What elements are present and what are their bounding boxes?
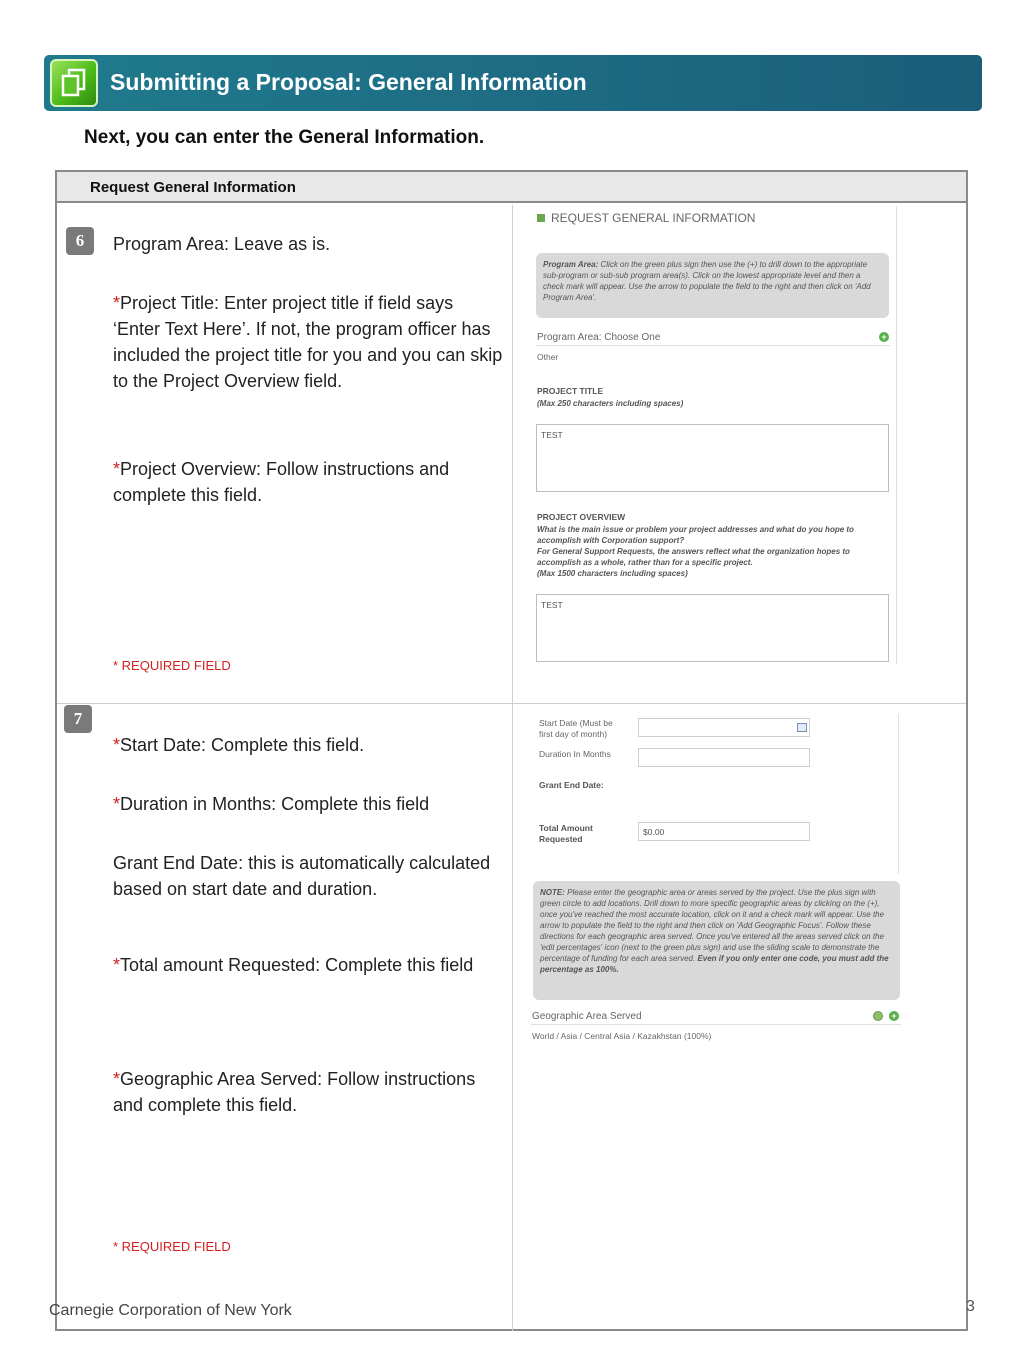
add-program-area-icon[interactable]: + <box>879 332 889 342</box>
document-copy-icon <box>50 59 98 107</box>
screenshot-border <box>898 714 899 874</box>
instruction-grant-end-date: Grant End Date: this is automatically calculated based on start date and duration. <box>113 853 491 899</box>
required-asterisk: * <box>113 955 121 975</box>
footer-organization: Carnegie Corporation of New York <box>49 1302 292 1319</box>
instruction-program-area: Program Area: Leave as is. <box>113 234 331 254</box>
divider <box>536 345 890 346</box>
geographic-area-label: Geographic Area Served <box>532 1011 642 1022</box>
add-geographic-area-icon[interactable]: + <box>889 1011 899 1021</box>
required-field-note: * REQUIRED FIELD <box>113 1239 231 1254</box>
program-area-help-note: Program Area: Click on the green plus sign then use the (+) to drill down to the appropriate sub-program or sub-sub program area(s). Click on the lowest appropriate level and then a check mark will appear. Use the arrow to populate the field to the right and then click on 'Add Program Area'. <box>536 253 889 318</box>
calendar-icon[interactable] <box>797 723 807 732</box>
project-overview-textarea[interactable]: TEST <box>536 594 889 662</box>
instruction-project-overview: *Project Overview: Follow instructions and complete this field. <box>113 459 450 505</box>
page-title: Submitting a Proposal: General Information <box>110 69 587 95</box>
column-divider <box>512 205 513 1331</box>
instruction-project-title: *Project Title: Enter project title if field says ‘Enter Text Here’. If not, the program officer has included the project title for you and you can skip to the Project Overview field. <box>113 293 503 391</box>
start-date-label: Start Date (Must be first day of month) <box>539 718 613 739</box>
instruction-duration: *Duration in Months: Complete this field <box>113 794 430 814</box>
project-title-textarea[interactable]: TEST <box>536 424 889 492</box>
form-section-title: REQUEST GENERAL INFORMATION <box>537 211 755 225</box>
duration-input[interactable] <box>638 748 810 767</box>
required-asterisk: * <box>113 794 121 814</box>
page-number: 3 <box>966 1298 975 1315</box>
project-overview-label: PROJECT OVERVIEW <box>537 512 626 522</box>
total-amount-label: Total Amount Requested <box>539 823 593 844</box>
required-asterisk: * <box>113 293 121 313</box>
step-badge-6: 6 <box>66 227 94 255</box>
section-header-label: Request General Information <box>90 179 296 196</box>
required-asterisk: * <box>113 735 121 755</box>
intro-text: Next, you can enter the General Information. <box>84 127 485 148</box>
instruction-start-date: *Start Date: Complete this field. <box>113 735 365 755</box>
edit-percentages-icon[interactable] <box>873 1011 883 1021</box>
geographic-help-note: NOTE: Please enter the geographic area or areas served by the project. Use the plus sign with green circle to add locations. Drill down to more specific geographic areas by clicking on the (+), once you've reached the most accurate location, click on it and a check mark will appear. Use the arrow to populate the field to the right and then click on 'Add Geographic Focus'. Follow these directions for each geographic area served. Once you've entered all the areas served click on the 'edit percentages' icon (next to the green plus sign) and use the sliding scale to demonstrate the percentage of funding for each area served. Even if you only enter one code, you must add the percentage as 100%. <box>533 881 900 1000</box>
section-square-icon <box>537 214 545 222</box>
title-banner <box>44 55 982 111</box>
start-date-input[interactable] <box>638 718 810 737</box>
required-asterisk: * <box>113 459 121 479</box>
project-title-label: PROJECT TITLE <box>537 386 604 396</box>
program-area-label: Program Area: Choose One <box>537 332 661 343</box>
required-asterisk: * <box>113 1069 121 1089</box>
screenshot-border <box>896 206 897 664</box>
project-title-hint: (Max 250 characters including spaces) <box>537 399 684 408</box>
grant-end-date-label: Grant End Date: <box>539 780 604 790</box>
divider <box>531 1024 901 1025</box>
geographic-area-value: World / Asia / Central Asia / Kazakhstan (100%) <box>532 1031 712 1041</box>
step-badge-7: 7 <box>64 705 92 733</box>
instruction-total-amount: *Total amount Requested: Complete this field <box>113 955 474 975</box>
duration-label: Duration In Months <box>539 749 611 759</box>
total-amount-input[interactable]: $0.00 <box>638 822 810 841</box>
section-header <box>57 172 966 203</box>
program-area-value: Other <box>537 352 559 362</box>
row-divider <box>57 703 966 704</box>
project-overview-hint: What is the main issue or problem your project addresses and what do you hope to accomplish with Corporation support? For General Support Requests, the answers reflect what the organization hopes to accomplish as a whole, rather than for a specific project. (Max 1500 characters including spaces) <box>537 525 854 578</box>
required-field-note: * REQUIRED FIELD <box>113 658 231 673</box>
instruction-geographic-area: *Geographic Area Served: Follow instructions and complete this field. <box>113 1069 476 1115</box>
